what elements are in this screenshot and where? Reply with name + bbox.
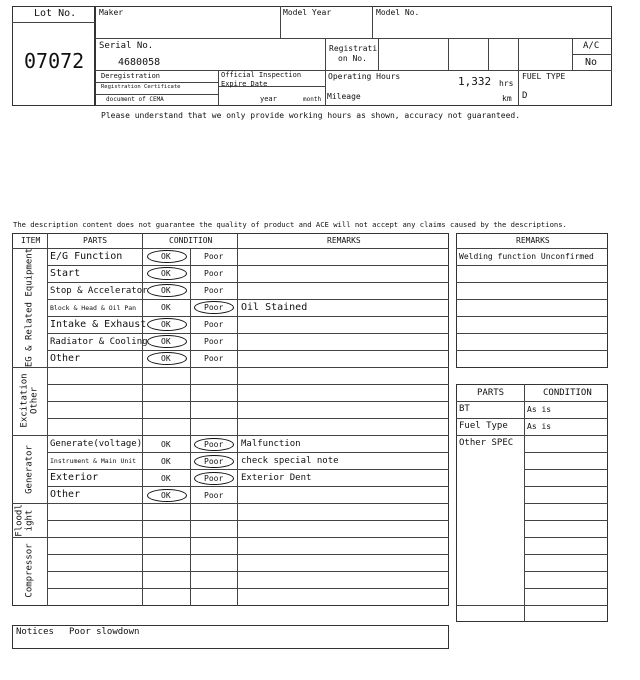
gen-part-3: Exterior: [50, 472, 99, 483]
mileage-label: Mileage: [327, 92, 361, 101]
disclaimer: The description content does not guarantee the quality of product and ACE will not accept any claims caused by the descriptions.: [13, 220, 567, 229]
cema-label: document of CEMA: [106, 96, 164, 103]
operating-hours-label: Operating Hours: [328, 72, 401, 81]
month-label: month: [303, 96, 322, 103]
gen-poor-4: Poor: [204, 491, 224, 500]
remarks-header: REMARKS: [327, 236, 361, 245]
km-unit: km: [502, 94, 512, 103]
registration-cert-label: Registration Certificate: [101, 84, 181, 90]
operating-hours-value: 1,332: [458, 75, 492, 88]
spec-part-2: Fuel Type: [459, 421, 508, 431]
eg-poor-4: Poor: [204, 303, 224, 312]
eg-part-7: Other: [50, 353, 81, 364]
ac-label: A/C: [583, 41, 600, 51]
notices-label: Notices: [16, 627, 54, 637]
fuel-type-value: D: [522, 91, 528, 101]
gen-poor-1: Poor: [204, 440, 224, 449]
registration-label-2: on No.: [338, 54, 367, 63]
lot-label: Lot No.: [34, 8, 77, 19]
section-floodlight-label-1: Floodl: [14, 504, 25, 537]
eg-ok-3: OK: [161, 286, 171, 295]
eg-ok-1: OK: [161, 252, 171, 261]
section-generator-label: Generator: [24, 445, 35, 494]
eg-poor-1: Poor: [204, 252, 224, 261]
hrs-unit: hrs: [499, 79, 514, 88]
right-remarks-header: REMARKS: [516, 236, 550, 245]
year-label: year: [260, 95, 277, 103]
parts-header: PARTS: [83, 236, 108, 245]
right-remark-1: Welding function Unconfirmed: [459, 252, 594, 261]
gen-part-4: Other: [50, 489, 81, 500]
spec-condition-header: CONDITION: [543, 388, 592, 398]
spec-part-3: Other SPEC: [459, 438, 514, 448]
section-excitation-label-1: Excitation: [19, 373, 30, 428]
gen-ok-3: OK: [161, 474, 171, 483]
section-excitation-label-2: Other: [29, 386, 40, 415]
official-inspection-label-1: Official Inspection: [221, 71, 302, 79]
eg-part-2: Start: [50, 268, 81, 279]
gen-ok-1: OK: [161, 440, 171, 449]
deregistration-label: Deregistration: [101, 72, 161, 80]
eg-poor-3: Poor: [204, 286, 224, 295]
eg-ok-2: OK: [161, 269, 171, 278]
notices-value: Poor slowdown: [69, 627, 140, 637]
serial-label: Serial No.: [99, 41, 154, 51]
eg-poor-5: Poor: [204, 320, 224, 329]
eg-ok-7: OK: [161, 354, 171, 363]
eg-ok-6: OK: [161, 337, 171, 346]
model-year-label: Model Year: [283, 8, 332, 17]
gen-remark-1: Malfunction: [241, 439, 301, 449]
registration-label-1: Registrati: [329, 44, 378, 53]
eg-part-1: E/G Function: [50, 251, 123, 262]
model-no-label: Model No.: [376, 8, 420, 17]
eg-ok-4: OK: [161, 303, 171, 312]
maker-label: Maker: [99, 8, 124, 17]
eg-part-3: Stop & Accelerator: [50, 286, 148, 296]
spec-condition-1: As is: [527, 405, 552, 414]
eg-remark-4: Oil Stained: [241, 302, 308, 313]
eg-part-4: Block & Head & Oil Pan: [50, 304, 137, 312]
eg-part-6: Radiator & Cooling: [50, 337, 148, 347]
condition-header: CONDITION: [169, 236, 213, 245]
ac-value: No: [585, 57, 598, 68]
eg-poor-7: Poor: [204, 354, 224, 363]
eg-poor-6: Poor: [204, 337, 224, 346]
official-inspection-label-2: Expire Date: [221, 80, 268, 88]
gen-part-2: Instrument & Main Unit: [50, 457, 137, 465]
lot-number: 07072: [24, 49, 85, 73]
gen-poor-2: Poor: [204, 457, 224, 466]
eg-ok-5: OK: [161, 320, 171, 329]
section-compressor-label: Compressor: [24, 543, 35, 598]
section-floodlight-label-2: ight: [24, 509, 35, 532]
spec-condition-2: As is: [527, 422, 552, 431]
gen-ok-2: OK: [161, 457, 171, 466]
eg-part-5: Intake & Exhaust: [50, 319, 147, 330]
gen-remark-3: Exterior Dent: [241, 473, 312, 483]
gen-poor-3: Poor: [204, 474, 224, 483]
spec-part-1: BT: [459, 404, 470, 414]
hours-notice: Please understand that we only provide working hours as shown, accuracy not guaranteed.: [101, 111, 521, 120]
serial-value: 4680058: [118, 57, 161, 68]
section-eg-label: EG & Related Equipment: [24, 247, 35, 368]
spec-parts-header: PARTS: [477, 388, 505, 398]
fuel-type-label: FUEL TYPE: [522, 72, 566, 81]
eg-poor-2: Poor: [204, 269, 224, 278]
gen-part-1: Generate(voltage): [50, 439, 143, 449]
item-header: ITEM: [21, 236, 41, 245]
gen-remark-2: check special note: [241, 456, 339, 466]
gen-ok-4: OK: [161, 491, 171, 500]
